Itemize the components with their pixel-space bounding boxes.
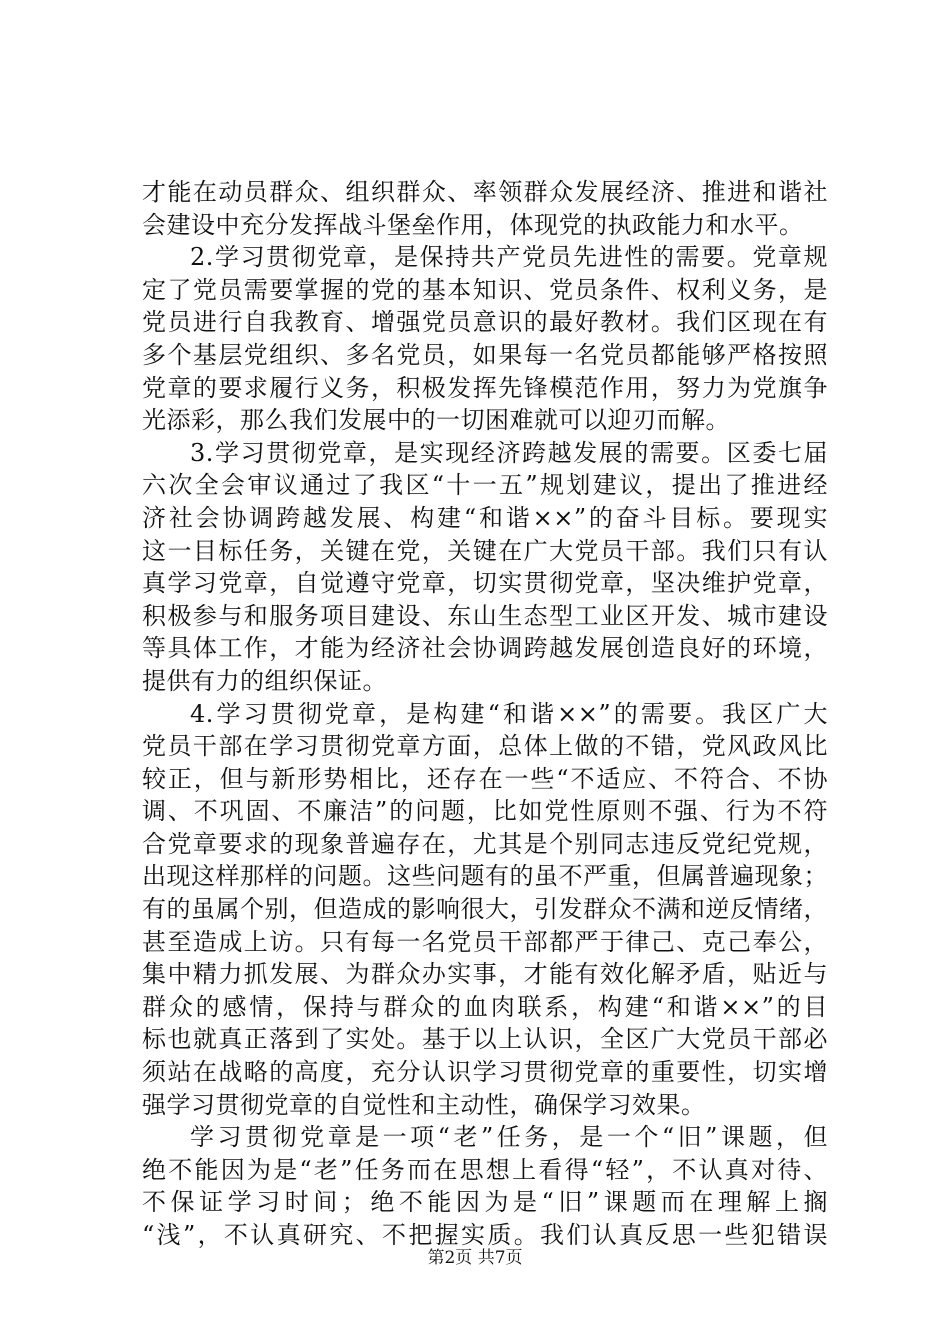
text-line: 六次全会审议通过了我区“十一五”规划建议，提出了推进经: [142, 471, 828, 500]
text-line: 标也就真正落到了实处。基于以上认识，全区广大党员干部必: [142, 1025, 828, 1054]
text-line: 4.学习贯彻党章，是构建“和谐××”的需要。我区广大: [190, 699, 828, 728]
text-line: 党员干部在学习贯彻党章方面，总体上做的不错，党风政风比: [142, 732, 828, 761]
text-line: 绝不能因为是“老”任务而在思想上看得“轻”，不认真对待、: [142, 1155, 828, 1184]
text-line: 等具体工作，才能为经济社会协调跨越发展创造良好的环境，: [142, 634, 828, 663]
text-line: 须站在战略的高度，充分认识学习贯彻党章的重要性，切实增: [142, 1058, 828, 1087]
text-line: 集中精力抓发展、为群众办实事，才能有效化解矛盾，贴近与: [142, 960, 828, 989]
text-line: 提供有力的组织保证。: [142, 666, 387, 695]
text-line: 光添彩，那么我们发展中的一切困难就可以迎刃而解。: [142, 406, 730, 435]
text-line: 合党章要求的现象普遍存在，尤其是个别同志违反党纪党规，: [142, 829, 828, 858]
text-line: 会建设中充分发挥战斗堡垒作用，体现党的执政能力和水平。: [142, 210, 804, 239]
text-line: 真学习党章，自觉遵守党章，切实贯彻党章，坚决维护党章，: [142, 569, 828, 598]
text-line: 才能在动员群众、组织群众、率领群众发展经济、推进和谐社: [142, 178, 828, 206]
text-line: 出现这样那样的问题。这些问题有的虽不严重，但属普遍现象；: [142, 862, 828, 891]
text-line: 3.学习贯彻党章，是实现经济跨越发展的需要。区委七届: [190, 438, 828, 467]
text-line: 甚至造成上访。只有每一名党员干部都严于律己、克己奉公，: [142, 927, 828, 956]
text-line: 群众的感情，保持与群众的血肉联系，构建“和谐××”的目: [142, 992, 828, 1021]
text-line: 定了党员需要掌握的党的基本知识、党员条件、权利义务，是: [142, 275, 828, 304]
text-line: 多个基层党组织、多名党员，如果每一名党员都能够严格按照: [142, 340, 828, 369]
text-line: 学习贯彻党章是一项“老”任务，是一个“旧”课题，但: [190, 1123, 828, 1152]
text-line: 调、不巩固、不廉洁”的问题，比如党性原则不强、行为不符: [142, 797, 828, 826]
text-line: “浅”，不认真研究、不把握实质。我们认真反思一些犯错误: [142, 1221, 828, 1249]
page-number-footer: 第2页 共7页: [427, 1248, 523, 1268]
text-line: 有的虽属个别，但造成的影响很大，引发群众不满和逆反情绪，: [142, 895, 828, 924]
text-line: 党章的要求履行义务，积极发挥先锋模范作用，努力为党旗争: [142, 373, 828, 402]
text-line: 较正，但与新形势相比，还存在一些“不适应、不符合、不协: [142, 764, 828, 793]
text-line: 不保证学习时间；绝不能因为是“旧”课题而在理解上搁: [142, 1188, 828, 1217]
text-line: 党员进行自我教育、增强党员意识的最好教材。我们区现在有: [142, 308, 828, 337]
text-line: 2.学习贯彻党章，是保持共产党员先进性的需要。党章规: [190, 243, 828, 272]
text-line: 这一目标任务，关键在党，关键在广大党员干部。我们只有认: [142, 536, 828, 565]
text-line: 强学习贯彻党章的自觉性和主动性，确保学习效果。: [142, 1090, 706, 1119]
text-line: 积极参与和服务项目建设、东山生态型工业区开发、城市建设: [142, 601, 828, 630]
text-line: 济社会协调跨越发展、构建“和谐××”的奋斗目标。要现实: [142, 503, 828, 532]
body-text: [142, 176, 828, 1252]
